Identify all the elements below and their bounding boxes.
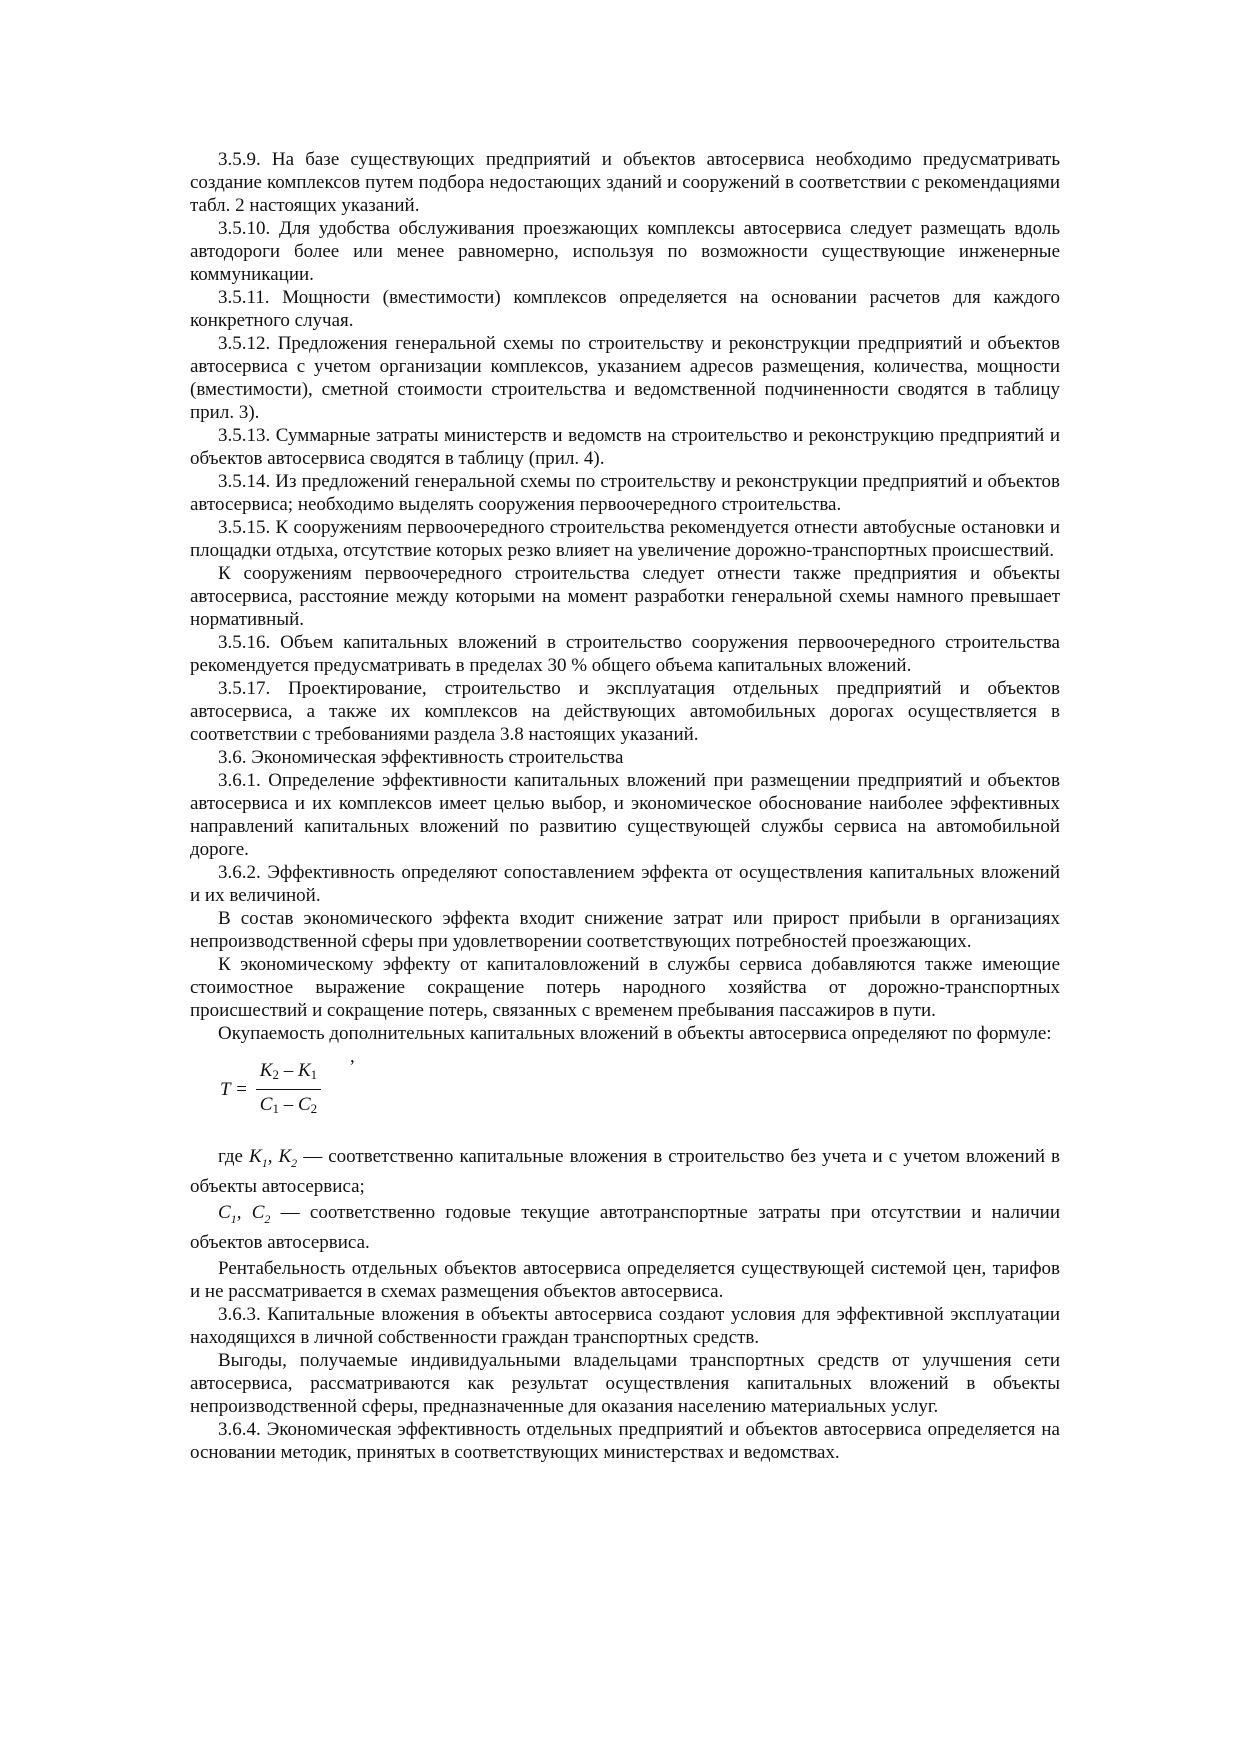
where-k-definition	[190, 1145, 1060, 1198]
paragraph-3-5-14: 3.5.14. Из предложений генеральной схемы по строительству и реконструкции предприятий и объектов автосервиса; необходимо выделять сооружения первоочередного строительства.	[190, 471, 1060, 515]
formula-denominator	[256, 1090, 321, 1120]
paragraph-benefits: Выгоды, получаемые индивидуальными владельцами транспортных средств от улучшения сети автосервиса, рассматриваются как результат осуществления капитальных вложений в объекты непроизводственной сферы, предназначенные для оказания населению материальных услуг.	[190, 1349, 1060, 1417]
var-c1: $C_1$	[218, 1201, 237, 1226]
paragraph-3-5-9: 3.5.9. На базе существующих предприятий и объектов автосервиса необходимо предусматривать создание комплексов путем подбора недостающих зданий и сооружений в соответствии с рекомендациями табл. 2 настоящих указаний.	[190, 149, 1060, 216]
formula-lhs: T =	[220, 1079, 248, 1100]
paragraph-3-5-13: 3.5.13. Суммарные затраты министерств и ведомств на строительство и реконструкцию предприятий и объектов автосервиса сводятся в таблицу (прил. 4).	[190, 425, 1060, 469]
paragraph-economic-effect: В состав экономического эффекта входит снижение затрат или прирост прибыли в организациях непроизводственной сферы при удовлетворении соответствующих потребностей проезжающих.	[190, 908, 1060, 952]
den-c2: C	[297, 1094, 311, 1115]
num-minus: –	[278, 1060, 298, 1081]
var-k2: $K_2$	[278, 1146, 298, 1170]
where-c-definition	[190, 1201, 1060, 1254]
paragraph-3-6-2: 3.6.2. Эффективность определяют сопоставлением эффекта от осуществления капитальных вложений и их величиной.	[190, 862, 1060, 906]
num-k2-sub: 2	[272, 1067, 279, 1082]
den-c1: C	[259, 1094, 273, 1115]
paragraph-3-5-12: 3.5.12. Предложения генеральной схемы по строительству и реконструкции предприятий и объектов автосервиса с учетом организации комплексов, указанием адресов размещения, количества, мощности (вместимости), сметной стоимости строительства и ведомственной подчиненности сводятся в таблицу прил. 3).	[190, 333, 1060, 423]
var-k1: $K_1$	[249, 1146, 268, 1170]
payback-formula	[190, 1046, 1060, 1143]
den-c1-sub: 1	[272, 1101, 279, 1116]
formula-body	[220, 1059, 321, 1120]
formula-fraction	[256, 1059, 321, 1120]
paragraph-3-5-15: 3.5.15. К сооружениям первоочередного строительства рекомендуется отнести автобусные остановки и площадки отдыха, отсутствие которых резко влияет на увеличение дорожно-транспортных происшествий.	[190, 517, 1060, 561]
paragraph-payback-intro: Окупаемость дополнительных капитальных вложений в объекты автосервиса определяют по формуле:	[218, 1023, 1052, 1044]
den-minus: –	[278, 1094, 298, 1115]
paragraph-3-6-1: 3.6.1. Определение эффективности капитальных вложений при размещении предприятий и объектов автосервиса и их комплексов имеет целью выбор, и экономическое обоснование наиболее эффективных направлений капитальных вложений по развитию существующей службы сервиса на автомобильной дороге.	[190, 770, 1060, 860]
paragraph-3-5-11: 3.5.11. Мощности (вместимости) комплексов определяется на основании расчетов для каждого конкретного случая.	[190, 287, 1060, 331]
where-k-text: — соответственно капитальные вложения в строительство без учета и с учетом вложений в объекты автосервиса;	[190, 1146, 1061, 1197]
where-prefix: где	[218, 1146, 243, 1167]
paragraph-priority-objects: К сооружениям первоочередного строительства следует отнести также предприятия и объекты автосервиса, расстояние между которыми на момент разработки генеральной схемы намного превышает нормативный.	[190, 563, 1060, 630]
where-c-text: — соответственно годовые текущие автотранспортные затраты при отсутствии и наличии объектов автосервиса.	[190, 1201, 1060, 1253]
where-k-separator: ,	[267, 1146, 279, 1167]
num-k1: K	[297, 1060, 311, 1081]
num-k1-sub: 1	[310, 1067, 318, 1082]
formula-trailing-mark: ,	[350, 1046, 355, 1067]
paragraph-profitability: Рентабельность отдельных объектов автосервиса определяется существующей системой цен, тарифов и не рассматривается в схемах размещения объектов автосервиса.	[190, 1257, 1060, 1302]
var-c2: $C_2$	[251, 1201, 271, 1226]
section-heading-3-6: 3.6. Экономическая эффективность строительства	[218, 747, 624, 768]
document-page	[190, 148, 1060, 1464]
den-c2-sub: 2	[310, 1101, 318, 1116]
paragraph-investment-effect: К экономическому эффекту от капиталовложений в службы сервиса добавляются также имеющие стоимостное выражение сокращение потерь народного хозяйства от дорожно-транспортных происшествий и сокращение потерь, связанных с временем пребывания пассажиров в пути.	[190, 954, 1060, 1021]
paragraph-3-5-17: 3.5.17. Проектирование, строительство и эксплуатация отдельных предприятий и объектов автосервиса, а также их комплексов на действующих автомобильных дорогах осуществляется в соответствии с требованиями раздела 3.8 настоящих указаний.	[190, 678, 1060, 745]
paragraph-3-6-4: 3.6.4. Экономическая эффективность отдельных предприятий и объектов автосервиса определяется на основании методик, принятых в соответствующих министерствах и ведомствах.	[190, 1418, 1060, 1463]
paragraph-3-5-10: 3.5.10. Для удобства обслуживания проезжающих комплексы автосервиса следует размещать вдоль автодороги более или менее равномерно, используя по возможности существующие инженерные коммуникации.	[190, 218, 1060, 285]
paragraph-3-6-3: 3.6.3. Капитальные вложения в объекты автосервиса создают условия для эффективной эксплуатации находящихся в личной собственности граждан транспортных средств.	[190, 1303, 1060, 1348]
num-k2: K	[259, 1060, 273, 1081]
where-c-separator: ,	[236, 1201, 252, 1223]
paragraph-3-5-16: 3.5.16. Объем капитальных вложений в строительство сооружения первоочередного строительства рекомендуется предусматривать в пределах 30 % общего объема капитальных вложений.	[190, 632, 1060, 676]
formula-numerator	[256, 1059, 321, 1090]
